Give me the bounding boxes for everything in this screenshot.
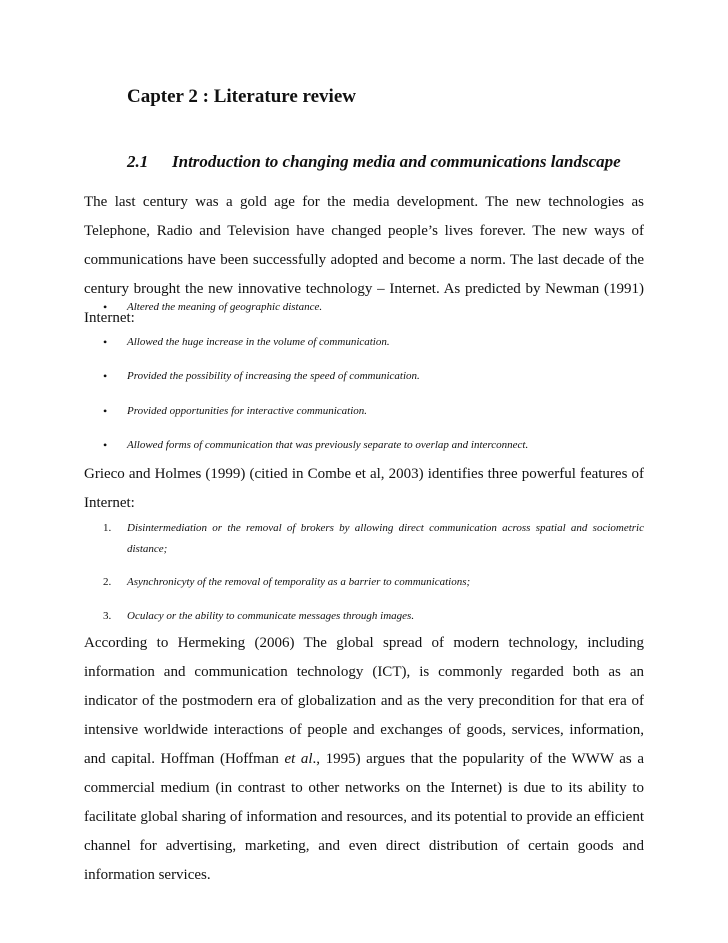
list-item	[84, 572, 644, 592]
list-marker: 3.	[103, 610, 112, 622]
section-heading	[127, 152, 621, 172]
internet-features-list	[84, 518, 644, 640]
grieco-paragraph: Grieco and Holmes (1999) (citied in Combe et al, 2003) identifies three powerful features of Internet:	[84, 466, 644, 511]
internet-effects-list	[84, 299, 644, 472]
chapter-title: Capter 2 : Literature review	[127, 86, 356, 107]
list-marker: 1.	[103, 522, 112, 534]
list-item-text: Oculacy or the ability to communicate messages through images.	[127, 610, 415, 622]
list-item-text: Asynchronicyty of the removal of temporality as a barrier to communications;	[127, 576, 471, 588]
list-item	[84, 606, 644, 626]
list-item: • Allowed forms of communication that was previously separate to overlap and interconnect.	[84, 437, 644, 472]
hermeking-paragraph	[84, 629, 644, 890]
citation-emphasis: et al	[284, 751, 313, 767]
list-item: • Provided opportunities for interactive communication.	[84, 403, 644, 438]
intro-paragraph: The last century was a gold age for the media development. The new technologies as Telephone, Radio and Television have changed people’s lives forever. The new ways of communications have been successfully adopted and become a norm. The last decade of the century brought the new innovative technology – Internet. As predicted by Newman (1991) Internet:	[84, 194, 644, 326]
section-title: Introduction to changing media and communications landscape	[172, 152, 621, 171]
list-item-text: Disintermediation or the removal of brokers by allowing direct communication across spatial and sociometric distance;	[127, 522, 644, 555]
list-item	[84, 518, 644, 560]
list-item: • Provided the possibility of increasing the speed of communication.	[84, 368, 644, 403]
section-number: 2.1	[127, 152, 149, 171]
list-marker: 2.	[103, 576, 112, 588]
list-item: • Allowed the huge increase in the volume of communication.	[84, 334, 644, 369]
paragraph-text: ., 1995) argues that the popularity of the WWW as a commercial medium (in contrast to other networks on the Internet) is due to its ability to facilitate global sharing of information and resources, and its potential to provide an efficient channel for advertising, marketing, and even direct distribution of certain goods and information services.	[84, 751, 645, 883]
list-item: • Altered the meaning of geographic distance.	[84, 299, 644, 334]
paragraph-text: According to Hermeking (2006) The global spread of modern technology, including information and communication technology (ICT), is commonly regarded both as an indicator of the postmodern era of globalization and as the very precondition for that era of intensive worldwide interactions of people and exchanges of goods, services, information, and capital. Hoffman (Hoffman	[84, 635, 644, 767]
